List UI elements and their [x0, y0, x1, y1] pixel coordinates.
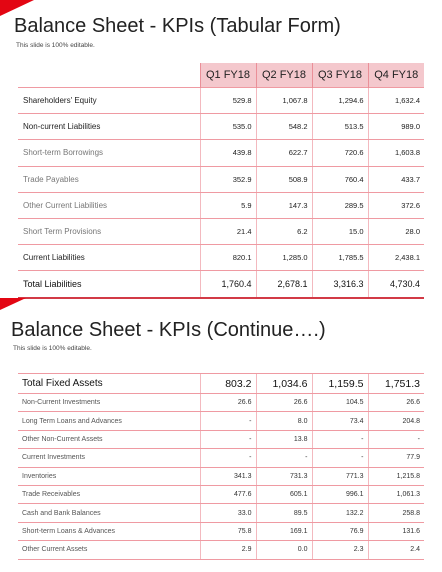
- cell-value: 77.9: [368, 449, 424, 467]
- table-row: [18, 245, 424, 271]
- cell-value: 5.9: [200, 192, 256, 218]
- table-row: [18, 412, 424, 430]
- table-row: [18, 88, 424, 114]
- cell-value: 3,316.3: [312, 271, 368, 298]
- cell-value: 26.6: [200, 394, 256, 412]
- cell-value: 771.3: [312, 467, 368, 485]
- cell-value: 21.4: [200, 218, 256, 244]
- cell-value: 433.7: [368, 166, 424, 192]
- cell-value: 2.4: [368, 541, 424, 559]
- cell-value: 75.8: [200, 522, 256, 540]
- cell-value: 104.5: [312, 394, 368, 412]
- row-label: Current Liabilities: [18, 245, 200, 271]
- cell-value: 15.0: [312, 218, 368, 244]
- cell-value: 803.2: [200, 374, 256, 394]
- table-row: [18, 166, 424, 192]
- header-blank-cell: [18, 63, 200, 88]
- cell-value: 2.3: [312, 541, 368, 559]
- row-label: Non-current Liabilities: [18, 114, 200, 140]
- cell-value: -: [200, 449, 256, 467]
- cell-value: 548.2: [256, 114, 312, 140]
- column-header: Q2 FY18: [256, 63, 312, 88]
- column-header: Q1 FY18: [200, 63, 256, 88]
- column-header: Q3 FY18: [312, 63, 368, 88]
- cell-value: 2.9: [200, 541, 256, 559]
- cell-value: 341.3: [200, 467, 256, 485]
- cell-value: 73.4: [312, 412, 368, 430]
- cell-value: 4,730.4: [368, 271, 424, 298]
- row-label: Short Term Provisions: [18, 218, 200, 244]
- cell-value: 8.0: [256, 412, 312, 430]
- cell-value: -: [312, 449, 368, 467]
- cell-value: 1,061.3: [368, 485, 424, 503]
- cell-value: 33.0: [200, 504, 256, 522]
- table-row: [18, 114, 424, 140]
- cell-value: 1,215.8: [368, 467, 424, 485]
- table-row: [18, 430, 424, 448]
- row-label: Shareholders' Equity: [18, 88, 200, 114]
- cell-value: 372.6: [368, 192, 424, 218]
- cell-value: 1,785.5: [312, 245, 368, 271]
- table-row: [18, 485, 424, 503]
- cell-value: 996.1: [312, 485, 368, 503]
- row-label: Long Term Loans and Advances: [18, 412, 200, 430]
- table-row: [18, 218, 424, 244]
- cell-value: 13.8: [256, 430, 312, 448]
- row-label: Current Investments: [18, 449, 200, 467]
- table-row: [18, 467, 424, 485]
- cell-value: 1,067.8: [256, 88, 312, 114]
- cell-value: 26.6: [256, 394, 312, 412]
- cell-value: 1,294.6: [312, 88, 368, 114]
- cell-value: 1,285.0: [256, 245, 312, 271]
- cell-value: 508.9: [256, 166, 312, 192]
- cell-value: 132.2: [312, 504, 368, 522]
- row-label: Short-term Borrowings: [18, 140, 200, 166]
- corner-accent: [0, 0, 34, 16]
- cell-value: -: [312, 430, 368, 448]
- cell-value: 1,751.3: [368, 374, 424, 394]
- cell-value: 169.1: [256, 522, 312, 540]
- total-fixed-assets-row: [18, 374, 424, 394]
- cell-value: 820.1: [200, 245, 256, 271]
- cell-value: 147.3: [256, 192, 312, 218]
- row-label: Inventories: [18, 467, 200, 485]
- cell-value: 1,760.4: [200, 271, 256, 298]
- cell-value: 605.1: [256, 485, 312, 503]
- cell-value: 529.8: [200, 88, 256, 114]
- cell-value: -: [368, 430, 424, 448]
- cell-value: -: [200, 412, 256, 430]
- cell-value: 622.7: [256, 140, 312, 166]
- row-label: Short-term Loans & Advances: [18, 522, 200, 540]
- balance-sheet-table: [18, 63, 424, 299]
- column-header: Q4 FY18: [368, 63, 424, 88]
- row-label: Total Fixed Assets: [18, 374, 200, 394]
- table-header-row: [18, 63, 424, 88]
- row-label: Other Current Assets: [18, 541, 200, 559]
- cell-value: -: [200, 430, 256, 448]
- table-row: [18, 449, 424, 467]
- cell-value: 352.9: [200, 166, 256, 192]
- cell-value: 6.2: [256, 218, 312, 244]
- cell-value: 1,159.5: [312, 374, 368, 394]
- cell-value: 204.8: [368, 412, 424, 430]
- cell-value: 1,632.4: [368, 88, 424, 114]
- cell-value: 258.8: [368, 504, 424, 522]
- cell-value: 2,438.1: [368, 245, 424, 271]
- table-row: [18, 522, 424, 540]
- cell-value: -: [256, 449, 312, 467]
- cell-value: 760.4: [312, 166, 368, 192]
- cell-value: 289.5: [312, 192, 368, 218]
- cell-value: 1,603.8: [368, 140, 424, 166]
- table-row: [18, 192, 424, 218]
- row-label: Total Liabilities: [18, 271, 200, 298]
- row-label: Other Non-Current Assets: [18, 430, 200, 448]
- cell-value: 28.0: [368, 218, 424, 244]
- row-label: Trade Receivables: [18, 485, 200, 503]
- table-row: [18, 140, 424, 166]
- slide-2: [0, 298, 442, 572]
- cell-value: 535.0: [200, 114, 256, 140]
- cell-value: 513.5: [312, 114, 368, 140]
- table-row: [18, 504, 424, 522]
- cell-value: 76.9: [312, 522, 368, 540]
- cell-value: 731.3: [256, 467, 312, 485]
- cell-value: 131.6: [368, 522, 424, 540]
- slide-subtitle: This slide is 100% editable.: [13, 345, 92, 352]
- table-row: [18, 394, 424, 412]
- slide-title: Balance Sheet - KPIs (Tabular Form): [14, 15, 341, 37]
- cell-value: 720.6: [312, 140, 368, 166]
- row-label: Other Current Liabilities: [18, 192, 200, 218]
- cell-value: 26.6: [368, 394, 424, 412]
- cell-value: 2,678.1: [256, 271, 312, 298]
- cell-value: 989.0: [368, 114, 424, 140]
- total-row: [18, 271, 424, 298]
- table-row: [18, 541, 424, 559]
- cell-value: 89.5: [256, 504, 312, 522]
- slide-subtitle: This slide is 100% editable.: [16, 42, 95, 49]
- row-label: Trade Payables: [18, 166, 200, 192]
- cell-value: 439.8: [200, 140, 256, 166]
- cell-value: 477.6: [200, 485, 256, 503]
- cell-value: 1,034.6: [256, 374, 312, 394]
- corner-accent: [0, 298, 26, 310]
- balance-sheet-continue-table: [18, 373, 424, 560]
- row-label: Cash and Bank Balances: [18, 504, 200, 522]
- cell-value: 0.0: [256, 541, 312, 559]
- row-label: Non-Current Investments: [18, 394, 200, 412]
- slide-title: Balance Sheet - KPIs (Continue….): [11, 319, 326, 341]
